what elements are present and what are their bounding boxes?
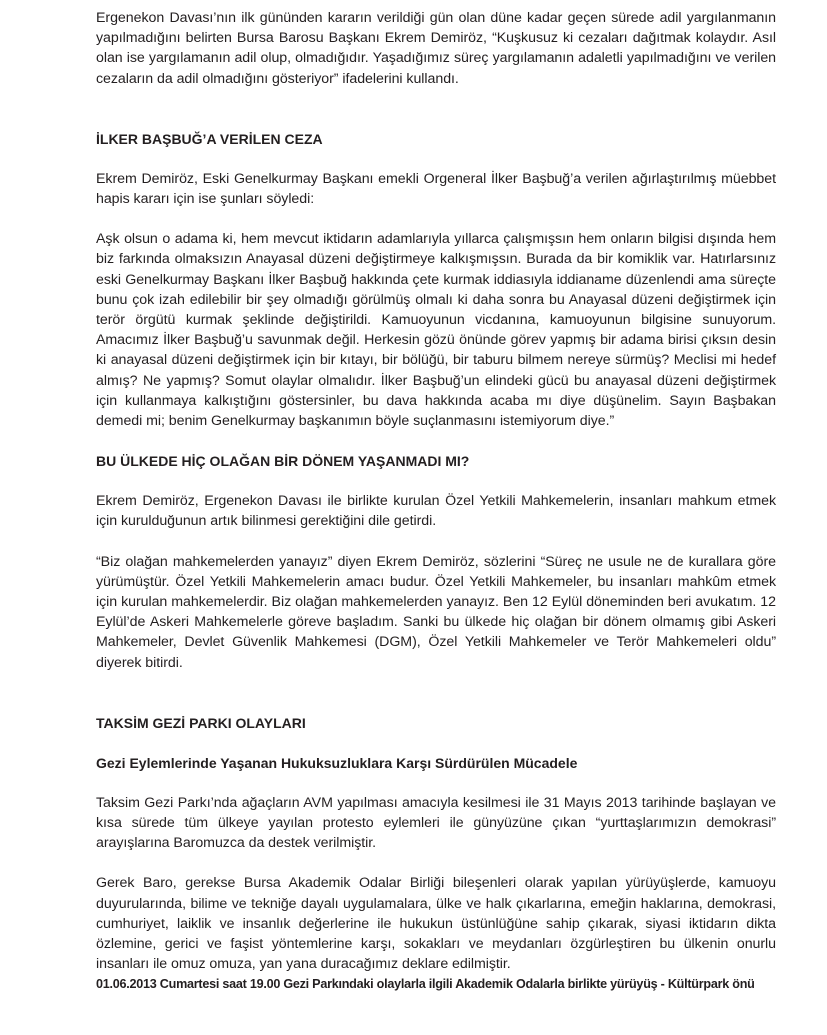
heading-olagan-donem: BU ÜLKEDE HİÇ OLAĞAN BİR DÖNEM YAŞANMADI MI? xyxy=(96,453,470,470)
paragraph-basbug-intro: Ekrem Demiröz, Eski Genelkurmay Başkanı emekli Orgeneral İlker Başbuğ’a verilen ağırlaştırılmış müebbet hapis kararı için ise şunları söyledi: xyxy=(96,170,776,208)
spacer xyxy=(96,673,776,713)
spacer xyxy=(96,149,776,169)
spacer xyxy=(96,209,776,229)
paragraph-akademik-odalar: Gerek Baro, gerekse Bursa Akademik Odalar Birliği bileşenleri olarak yapılan yürüyüşlerde, kamuoyu duyurularında, bilime ve tekniğe dayalı uygulamalara, ülke ve halk çıkarlarına, emeğin haklarına, demokrasi, cumhuriyet, laiklik ve insanlık değerlerine ile hukukun üstünlüğüne sahip çıkarak, siyasi iktidarın dikta özlemine, gerici ve faşist yöntemlerine karşı, sokakları ve meydanları özgürleştiren bu ülkenin onurlu insanları ile omuz omuza, yan yana duracağımız deklare edilmiştir. xyxy=(96,875,776,973)
paragraph-ergenekon-intro: Ergenekon Davası’nın ilk gününden kararın verildiği gün olan düne kadar geçen sürede adil yargılanmanın yapılmadığını belirten Bursa Barosu Başkanı Ekrem Demiröz, “Kuşkusuz ki cezaları dağıtmak kolaydır. Asıl olan ise yargılamanın adil olup, olmadığıdır. Yaşadığımız süreç yargılamanın adaletli yapılmadığını ve verilen cezaların da adil olmadığını gösteriyor” ifadelerini kullandı. xyxy=(96,10,776,87)
photo-caption: 01.06.2013 Cumartesi saat 19.00 Gezi Parkındaki olaylarla ilgili Akademik Odalarla birlikte yürüyüş - Kültürpark önü xyxy=(96,976,755,991)
paragraph-ozel-yetkili: Ekrem Demiröz, Ergenekon Davası ile birlikte kurulan Özel Yetkili Mahkemelerin, insanları mahkum etmek için kurulduğunun artık bilinmesi gerektiğini dile getirdi. xyxy=(96,493,776,530)
spacer xyxy=(96,853,776,873)
spacer xyxy=(96,89,776,129)
spacer xyxy=(96,532,776,552)
subheading-gezi-mucadele: Gezi Eylemlerinde Yaşanan Hukuksuzluklara Karşı Sürdürülen Mücadele xyxy=(96,754,578,771)
paragraph-olagan-mahkemeler: “Biz olağan mahkemelerden yanayız” diyen Ekrem Demiröz, sözlerini “Süreç ne usule ne de kurallara göre yürümüştür. Özel Yetkili Mahkemelerin amacı budur. Özel Yetkili Mahkemeler, bu insanları mahkûm etmek için kurulan mahkemelerdir. Biz olağan mahkemelerden yanayız. Ben 12 Eylül döneminden beri avukatım. 12 Eylül’de Askeri Mahkemelerle göreve başladım. Sanki bu ülkede hiç olağan bir dönem olmamış gibi Askeri Mahkemeler, Devlet Güvenlik Mahkemesi (DGM), Özel Yetkili Mahkemeler ve Terör Mahkemeleri oldu” diyerek bitirdi. xyxy=(96,553,776,671)
paragraph-gezi-protesto: Taksim Gezi Parkı’nda ağaçların AVM yapılması amacıyla kesilmesi ile 31 Mayıs 2013 tarihinde başlayan ve kısa sürede tüm ülkeye yayılan protesto eylemleri ile günyüzüne çıkan “yurttaşlarımızın demokrasi” arayışlarına Baromuzca da destek verilmiştir. xyxy=(96,794,776,852)
document-page xyxy=(96,8,776,993)
heading-ilker-basbug: İLKER BAŞBUĞ’A VERİLEN CEZA xyxy=(96,130,323,147)
heading-gezi-parki: TAKSİM GEZİ PARKI OLAYLARI xyxy=(96,714,306,731)
spacer xyxy=(96,471,776,491)
spacer xyxy=(96,773,776,793)
paragraph-basbug-quote: Aşk olsun o adama ki, hem mevcut iktidarın adamlarıyla yıllarca çalışmışsın hem onların bilgisi dışında hem biz farkında olmaksızın Anayasal düzeni değiştirmeye kalkışmışsın. Burada da bir komiklik var. Hatırlarsınız eski Genelkurmay Başkanı İlker Başbuğ hakkında çete kurmak iddiasıyla iddianame düzenlendi ama süreçte bunu çok izah edilebilir bir şey olmadığı görülmüş olmalı ki daha sonra bu Anayasal düzeni değiştirmek için terör örgütü kurmak şeklinde değiştirildi. Kamuoyunun vicdanına, kamuoyunun bilgisine sunuyorum. Amacımız İlker Başbuğ’u savunmak değil. Herkesin gözü önünde görev yapmış bir adama birisi çıksın desin ki anayasal düzeni değiştirmek için bir kıtayı, bir bölüğü, bir taburu bilmem nereye sürmüş? Meclisi mi hedef almış? Ne yapmış? Somut olaylar olmalıdır. İlker Başbuğ’un elindeki gücü bu anayasal düzeni değiştirmek için kullanmaya kalkıştığını göstersinler, bu dava hakkında acaba mı diye düşünelim. Sayın Başbakan demedi mi; benim Genelkurmay başkanımın böyle suçlanmasını istemiyorum diye.” xyxy=(96,231,776,430)
spacer xyxy=(96,431,776,451)
spacer xyxy=(96,733,776,753)
